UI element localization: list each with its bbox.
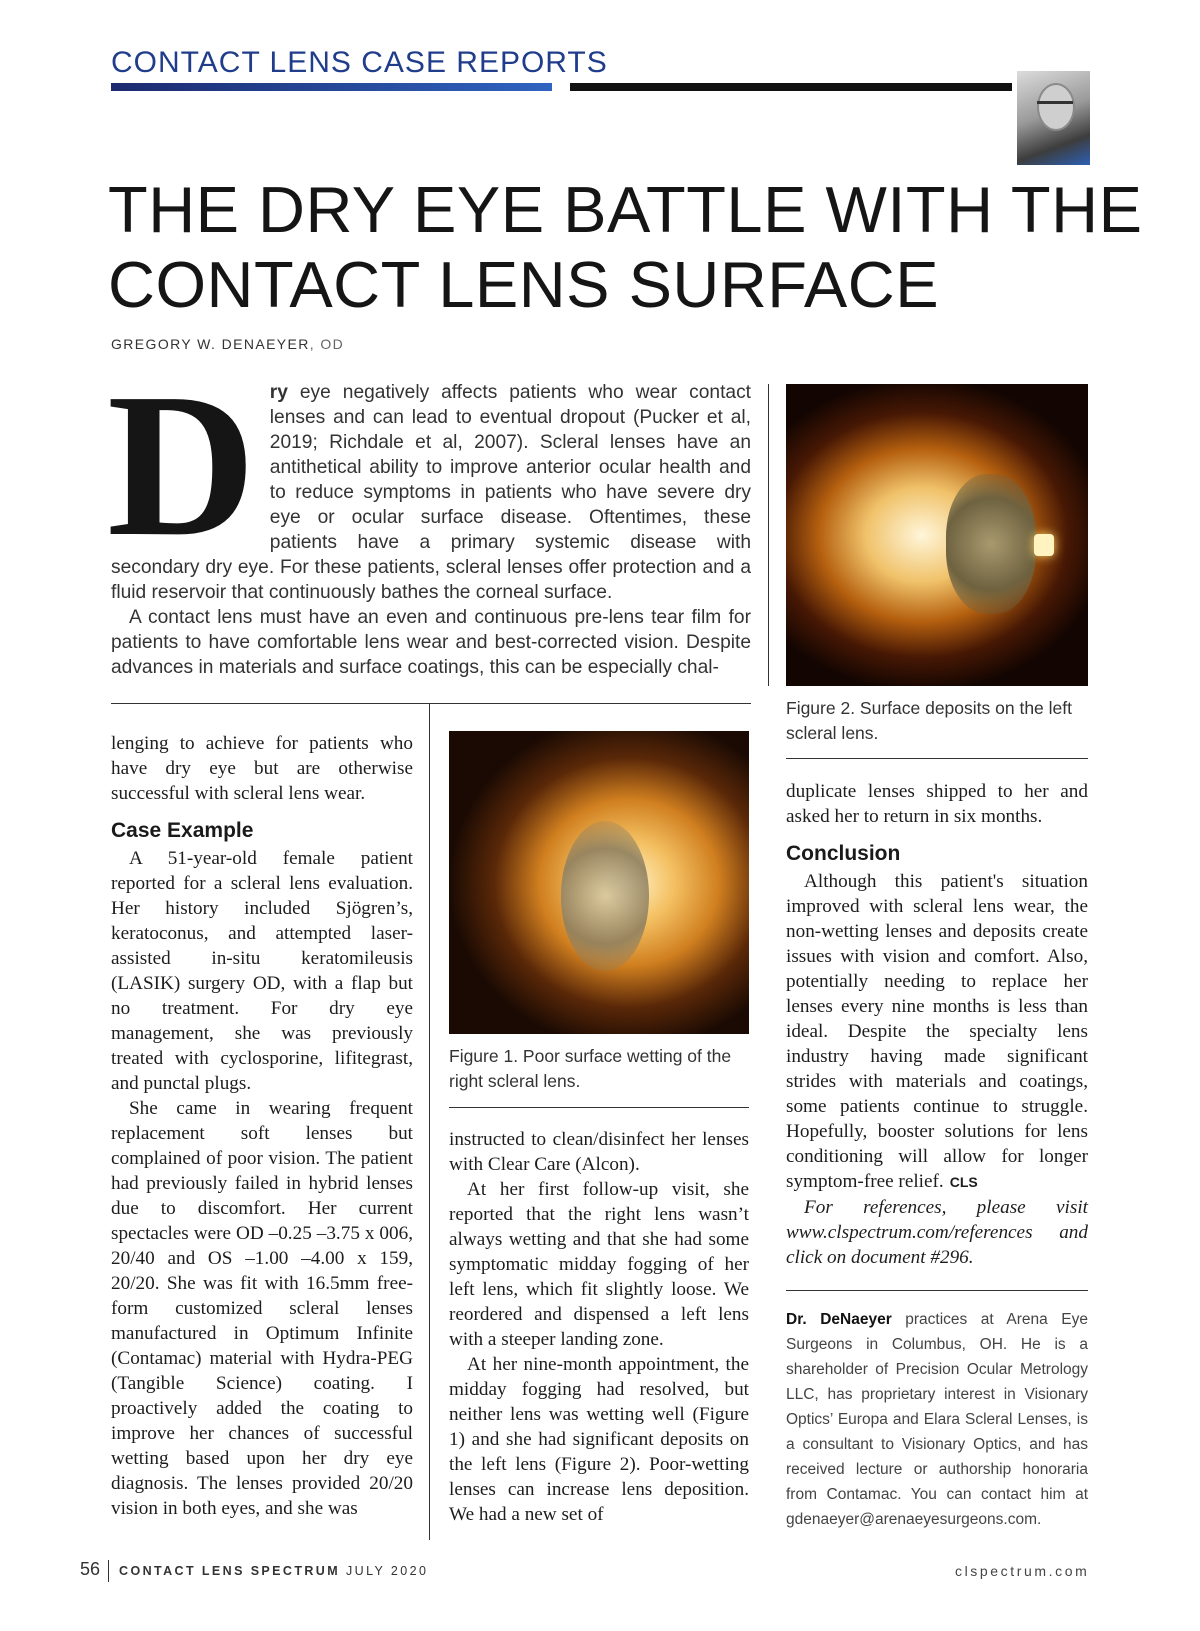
- col2-paragraph-0: instructed to clean/disinfect her lenses with Clear Care (Alcon).: [449, 1129, 749, 1175]
- author-glasses: [1037, 101, 1073, 112]
- col3-paragraph-0: duplicate lenses shipped to her and asked her to return in six months.: [786, 781, 1088, 827]
- magazine-name: CONTACT LENS SPECTRUM: [119, 1564, 341, 1578]
- intro-lead: ry: [269, 382, 288, 403]
- intro-paragraph-2: A contact lens must have an even and continuous pre-lens tear film for patients to have comfortable lens wear and best-corrected vision. Despite advances in materials and surface coatings, this can be especially chal-: [111, 607, 751, 678]
- column-1: [111, 731, 413, 1521]
- author-photo: [1017, 71, 1090, 165]
- column-divider-top: [768, 384, 769, 686]
- references-note: For references, please visit www.clspectrum.com/references and click on document #296.: [786, 1197, 1088, 1268]
- page-number: 56: [80, 1559, 101, 1579]
- bio-text: practices at Arena Eye Surgeons in Columbus, OH. He is a shareholder of Precision Ocular Metrology LLC, has proprietary interest in Visionary Optics’ Europa and Elara Scleral Lenses, is a consultant to Visionary Optics, and has received lecture or authorship honoraria from Contamac. You can contact him at gdenaeyer@arenaeyesurgeons.com.: [786, 1311, 1088, 1528]
- intro-text: [107, 350, 751, 680]
- col2-paragraph-1: At her first follow-up visit, she reported that the right lens wasn’t always wetting and that she had some symptomatic midday fogging of her left lens, which fit slightly loose. We reordered and dispensed a left lens with a steeper landing zone.: [449, 1179, 749, 1350]
- author-bio: [786, 1307, 1088, 1532]
- footer-separator: [108, 1560, 109, 1582]
- column-2: [449, 1127, 749, 1527]
- col3-paragraph-1: [786, 869, 1088, 1195]
- col1-paragraph-0: lenging to achieve for patients who have dry eye but are otherwise successful with scleral lens wear.: [111, 733, 413, 804]
- figure-1-rule: [449, 1107, 749, 1108]
- figure-2-reflection: [1034, 534, 1054, 556]
- figure-2-rule: [786, 758, 1088, 759]
- author-degree: , OD: [309, 336, 345, 352]
- drop-cap: D: [107, 350, 256, 579]
- author-name: GREGORY W. DENAEYER: [111, 336, 310, 352]
- figure-1-cornea: [561, 821, 649, 971]
- figure-1-caption: Figure 1. Poor surface wetting of the right scleral lens.: [449, 1046, 732, 1091]
- figure-2-caption: Figure 2. Surface deposits on the left scleral lens.: [786, 698, 1072, 743]
- title-line-1: THE DRY EYE BATTLE WITH THE: [108, 173, 1143, 246]
- bio-rule: [786, 1290, 1088, 1291]
- section-header: CONTACT LENS CASE REPORTS: [111, 46, 608, 79]
- conclusion-text: Although this patient's situation improved with scleral lens wear, the non-wetting lenses and deposits create issues with vision and comfort. Also, potentially needing to replace her lenses every nine months is less than ideal. Despite the specialty lens industry having made significant strides with materials and coatings, some patients continue to struggle. Hopefully, booster solutions for lens conditioning will allow for longer symptom-free relief.: [786, 871, 1088, 1192]
- footer-site: clspectrum.com: [955, 1563, 1090, 1579]
- col2-paragraph-2: At her nine-month appointment, the midday fogging had resolved, but neither lens was wetting well (Figure 1) and she had significant deposits on the left lens (Figure 2). Poor-wetting lenses can increase lens deposition. We had a new set of: [449, 1354, 749, 1525]
- cls-end-mark: CLS: [949, 1174, 978, 1190]
- title-line-2: CONTACT LENS SURFACE: [108, 248, 940, 321]
- figure-2-image: [786, 384, 1088, 686]
- section-underline: [111, 83, 552, 91]
- intro-p1-text: eye negatively affects patients who wear contact lenses and can lead to eventual dropout (Pucker et al, 2019; Richdale et al, 2007). Scleral lenses have an antithetical ability to improve anterior ocular health and to reduce symptoms in patients who have severe dry eye or ocular surface disease. Oftentimes, these patients have a primary systemic disease with secondary dry eye. For these patients, scleral lenses offer protection and a fluid reservoir that continuously bathes the corneal surface.: [111, 382, 751, 603]
- header-rule: [570, 83, 1012, 91]
- figure-2-cornea: [946, 474, 1036, 614]
- intro-rule: [111, 703, 751, 704]
- intro-paragraph-1: [107, 350, 751, 605]
- conclusion-heading: Conclusion: [786, 842, 901, 865]
- figure-1-image: [449, 731, 749, 1034]
- col1-paragraph-1: A 51-year-old female patient reported for a scleral lens evaluation. Her history included Sjögren’s, keratoconus, and attempted laser-assisted in-situ keratomileusis (LASIK) surgery OD, with a flap but no treatment. For dry eye management, she was previously treated with cyclosporine, lifitegrast, and punctal plugs.: [111, 848, 413, 1094]
- case-example-heading: Case Example: [111, 819, 254, 842]
- issue-date: JULY 2020: [346, 1564, 429, 1578]
- article-title: [108, 172, 1142, 322]
- footer-left: [80, 1559, 428, 1582]
- column-3: [786, 779, 1088, 1270]
- bio-name: Dr. DeNaeyer: [786, 1311, 892, 1328]
- column-divider-left: [429, 703, 430, 1540]
- col1-paragraph-2: She came in wearing frequent replacement soft lenses but complained of poor vision. The patient had previously failed in hybrid lenses due to discomfort. Her current spectacles were OD –0.25 –3.75 x 006, 20/40 and OS –1.00 –4.00 x 159, 20/20. She was fit with 16.5mm free-form customized scleral lenses manufactured in Optimum Infinite (Contamac) material with Hydra-PEG (Tangible Science) coating. I proactively added the coating to improve her chances of successful wetting based upon her dry eye diagnosis. The lenses provided 20/20 vision in both eyes, and she was: [111, 1098, 413, 1519]
